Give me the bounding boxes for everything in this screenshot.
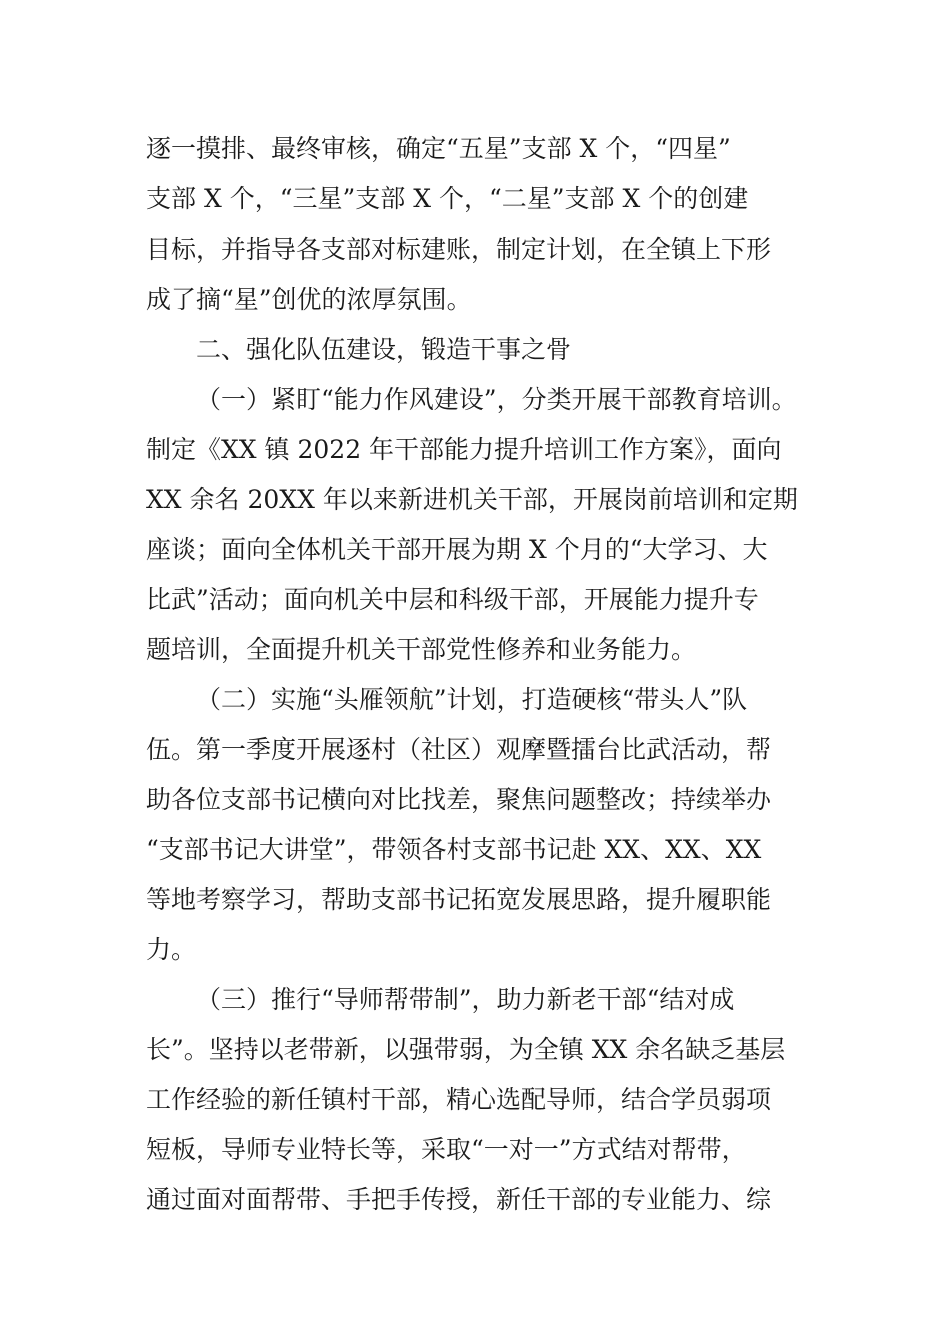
line-text: （一）紧盯“能力作风建设”，分类开展干部教育培训。	[196, 385, 797, 414]
line-text: 助各位支部书记横向对比找差，聚焦问题整改；持续举办	[146, 785, 772, 814]
text-line	[0, 228, 950, 272]
text-line	[0, 728, 950, 772]
text-line	[0, 1078, 950, 1122]
text-line	[0, 278, 950, 322]
line-text: 座谈；面向全体机关干部开展为期 X 个月的“大学习、大	[146, 535, 768, 564]
line-text: 短板，导师专业特长等，采取“一对一”方式结对帮带，	[146, 1135, 747, 1164]
text-line	[0, 878, 950, 922]
line-text: XX 余名 20XX 年以来新进机关干部，开展岗前培训和定期	[146, 485, 798, 514]
line-text: （三）推行“导师帮带制”，助力新老干部“结对成	[196, 985, 735, 1014]
text-line	[0, 578, 950, 622]
line-text: 支部 X 个，“三星”支部 X 个，“二星”支部 X 个的创建	[146, 184, 749, 213]
line-text: 目标，并指导各支部对标建账，制定计划，在全镇上下形	[146, 235, 772, 264]
text-line	[0, 678, 950, 722]
text-line	[0, 1028, 950, 1072]
text-line	[0, 127, 950, 171]
line-text: 长”。坚持以老带新，以强带弱，为全镇 XX 余名缺乏基层	[146, 1035, 786, 1064]
text-line	[0, 778, 950, 822]
line-text: 成了摘“星”创优的浓厚氛围。	[146, 285, 472, 314]
text-line	[0, 528, 950, 572]
text-line	[0, 828, 950, 872]
line-text: 伍。第一季度开展逐村（社区）观摩暨擂台比武活动，帮	[146, 735, 772, 764]
line-text: 比武”活动；面向机关中层和科级干部，开展能力提升专	[146, 585, 759, 614]
line-text: “支部书记大讲堂”，带领各村支部书记赴 XX、XX、XX	[146, 835, 762, 864]
line-text: 等地考察学习，帮助支部书记拓宽发展思路，提升履职能	[146, 885, 772, 914]
section-heading-text: 二、强化队伍建设，锻造干事之骨	[196, 335, 572, 364]
text-line	[0, 628, 950, 672]
section-heading	[0, 328, 950, 372]
line-text: 逐一摸排、最终审核，确定“五星”支部 X 个，“四星”	[146, 134, 731, 163]
text-line	[0, 978, 950, 1022]
line-text: 制定《XX 镇 2022 年干部能力提升培训工作方案》，面向	[146, 435, 782, 464]
text-line	[0, 1178, 950, 1222]
text-line	[0, 177, 950, 221]
text-line	[0, 478, 950, 522]
line-text: 力。	[146, 935, 197, 964]
text-line	[0, 428, 950, 472]
line-text: 工作经验的新任镇村干部，精心选配导师，结合学员弱项	[146, 1085, 772, 1114]
text-line	[0, 928, 950, 972]
text-line	[0, 378, 950, 422]
text-line	[0, 1128, 950, 1172]
line-text: 通过面对面帮带、手把手传授，新任干部的专业能力、综	[146, 1185, 772, 1214]
line-text: （二）实施“头雁领航”计划，打造硬核“带头人”队	[196, 685, 748, 714]
line-text: 题培训，全面提升机关干部党性修养和业务能力。	[146, 635, 697, 664]
